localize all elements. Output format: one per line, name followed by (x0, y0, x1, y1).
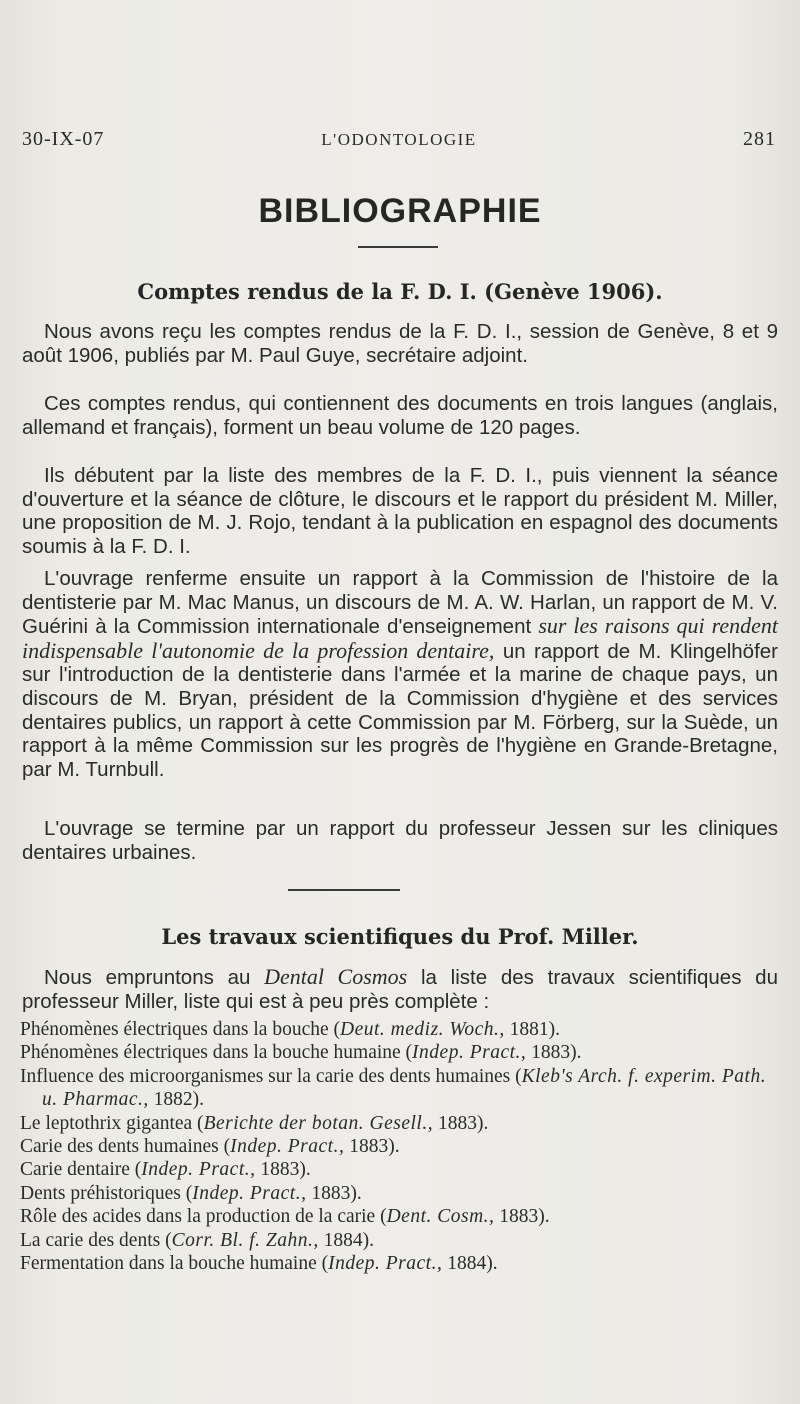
bibliography-entry: Dents préhistoriques (Indep. Pract., 1883). (20, 1182, 362, 1204)
bibliography-entry: Le leptothrix gigantea (Berichte der botan. Gesell., 1883). (20, 1112, 489, 1134)
bibliography-entry: Fermentation dans la bouche humaine (Indep. Pract., 1884). (20, 1253, 498, 1275)
bibliography-entry: Phénomènes électriques dans la bouche (Deut. mediz. Woch., 1881). (20, 1019, 561, 1040)
bibliography-list (20, 1018, 780, 1275)
bibliography-entry: La carie des dents (Corr. Bl. f. Zahn., 1884). (20, 1229, 374, 1251)
section-heading-travaux-miller: Les travaux scientifiques du Prof. Miller. (161, 924, 639, 949)
running-head (22, 128, 776, 158)
bibliography-entry: Rôle des acides dans la production de la carie (Dent. Cosm., 1883). (20, 1206, 550, 1228)
bibliography-entry: Carie dentaire (Indep. Pract., 1883). (20, 1159, 311, 1181)
paragraph-5: L'ouvrage se termine par un rapport du professeur Jessen sur les cliniques dentaires urbaines. (22, 817, 778, 864)
header-page-number: 281 (743, 128, 776, 150)
italic-phrase: sur les raisons qui rendent indispensable l'autonomie de la profession dentaire, (22, 613, 779, 663)
journal-name: Dental Cosmos (264, 964, 408, 989)
bibliography-entry: Carie des dents humaines (Indep. Pract., 1883). (20, 1136, 400, 1158)
bibliography-entry: Influence des microorganismes sur la carie des dents humaines (Kleb's Arch. f. experim. Path. u. Pharmac., 1882). (20, 1065, 767, 1111)
section-rule (288, 889, 400, 891)
paragraph-2: Ces comptes rendus, qui contiennent des documents en trois langues (anglais, allemand et français), forment un beau volume de 120 pages. (22, 392, 778, 439)
paragraph-3: Ils débutent par la liste des membres de la F. D. I., puis viennent la séance d'ouverture et la séance de clôture, le discours et le rapport du président M. Miller, une proposition de M. J. Rojo, tendant à la publication en espagnol des documents soumis à la F. D. I. (22, 464, 778, 558)
intro-paragraph: Nous empruntons au Dental Cosmos la liste des travaux scientifiques du professeur Miller, liste qui est à peu près complète : (22, 964, 778, 1013)
section-heading-comptes-rendus: Comptes rendus de la F. D. I. (Genève 1906). (137, 279, 663, 304)
page-title: BIBLIOGRAPHIE (258, 192, 542, 230)
title-rule (358, 246, 438, 248)
paragraph-1: Nous avons reçu les comptes rendus de la F. D. I., session de Genève, 8 et 9 août 1906, publiés par M. Paul Guye, secrétaire adjoint. (22, 320, 778, 367)
paragraph-4: L'ouvrage renferme ensuite un rapport à la Commission de l'histoire de la dentisterie par M. Mac Manus, un discours de M. A. W. Harlan, un rapport de M. V. Guérini à la Commission internationale d'enseignement sur les raisons qui rendent indispensable l'autonomie de la profession dentaire, un rapport de M. Klingelhöfer sur l'introduction de la dentisterie dans l'armée et la marine de chaque pays, un discours de M. Bryan, président de la Commission d'hygiène et des services dentaires publics, un rapport à cette Commission par M. Förberg, sur la Suède, un rapport à la même Commission sur les progrès de l'hygiène en Grande-Bretagne, par M. Turnbull. (22, 567, 779, 781)
bibliography-entry: Phénomènes électriques dans la bouche humaine (Indep. Pract., 1883). (20, 1042, 582, 1064)
header-journal-title: L'ODONTOLOGIE (321, 130, 477, 149)
header-date: 30-IX-07 (22, 128, 105, 150)
